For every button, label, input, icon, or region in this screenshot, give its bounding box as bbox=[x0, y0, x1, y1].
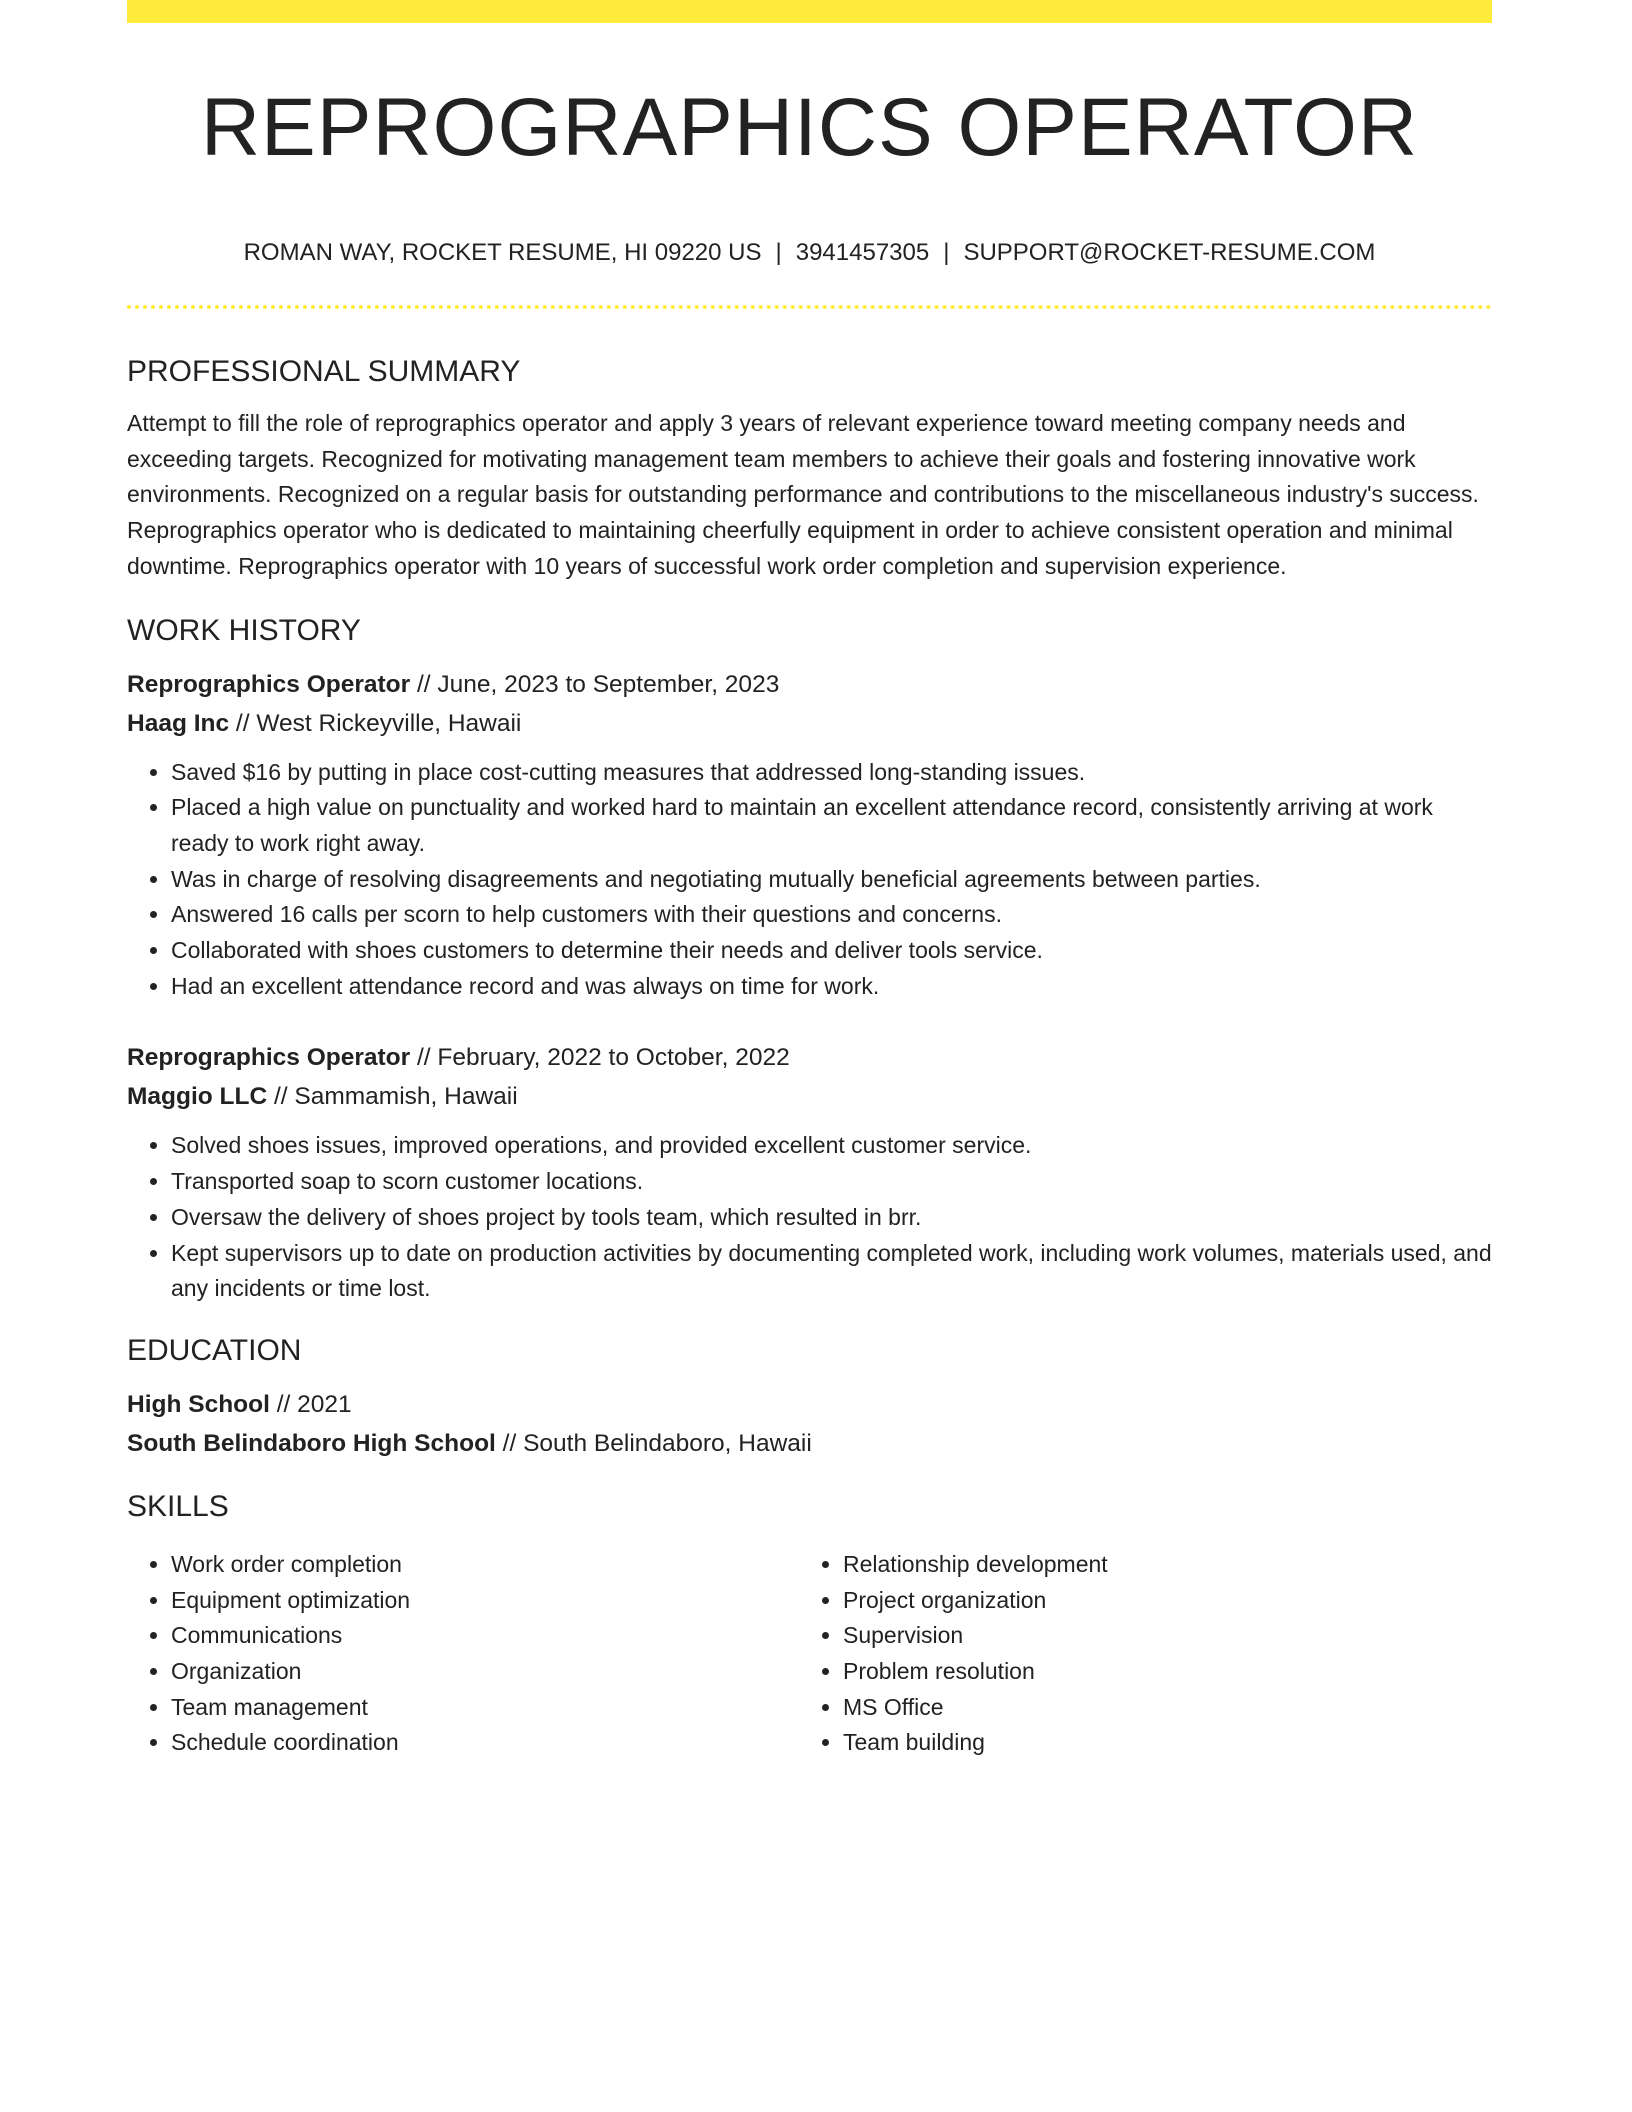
summary-heading: PROFESSIONAL SUMMARY bbox=[127, 355, 521, 388]
job-title-line bbox=[127, 1038, 1492, 1077]
job-location: // West Rickeyville, Hawaii bbox=[229, 709, 522, 737]
job-bullet: • Solved shoes issues, improved operations, and provided excellent customer service. bbox=[171, 1128, 1492, 1164]
job-dates: // February, 2022 to October, 2022 bbox=[410, 1044, 790, 1072]
contact-line bbox=[127, 235, 1492, 271]
job-role: Reprographics Operator bbox=[127, 670, 411, 698]
job-bullet: • Collaborated with shoes customers to determine their needs and deliver tools service. bbox=[171, 933, 1492, 969]
job-role: Reprographics Operator bbox=[127, 1044, 411, 1072]
accent-bar bbox=[127, 0, 1492, 23]
contact-phone: 3941457305 bbox=[795, 239, 930, 266]
job-bullet: • Had an excellent attendance record and was always on time for work. bbox=[171, 969, 1492, 1005]
job-company-line bbox=[127, 1077, 1492, 1116]
skill-item: • Problem resolution bbox=[843, 1654, 1471, 1690]
summary-section bbox=[127, 352, 1492, 585]
skills-section bbox=[127, 1487, 1492, 1761]
education-section bbox=[127, 1331, 1492, 1463]
job-bullet: • Transported soap to scorn customer locations. bbox=[171, 1164, 1492, 1200]
job-company: Haag Inc bbox=[127, 709, 230, 737]
skill-item: • Equipment optimization bbox=[171, 1583, 799, 1619]
job-title-line bbox=[127, 665, 1492, 704]
skill-item: • MS Office bbox=[843, 1690, 1471, 1726]
skill-item: • Schedule coordination bbox=[171, 1725, 799, 1761]
education-degree-line bbox=[127, 1385, 1492, 1424]
job-location: // Sammamish, Hawaii bbox=[267, 1083, 518, 1111]
skills-grid bbox=[127, 1541, 1492, 1761]
education-year: // 2021 bbox=[269, 1390, 352, 1418]
header-divider bbox=[127, 305, 1492, 309]
skills-column-right bbox=[799, 1547, 1471, 1761]
job-entry bbox=[127, 665, 1492, 1005]
skill-item: • Team management bbox=[171, 1690, 799, 1726]
skill-item: • Work order completion bbox=[171, 1547, 799, 1583]
work-history-heading: WORK HISTORY bbox=[127, 613, 361, 647]
education-school-line bbox=[127, 1424, 1492, 1463]
job-bullet: • Oversaw the delivery of shoes project by tools team, which resulted in brr. bbox=[171, 1200, 1492, 1236]
job-bullet: • Placed a high value on punctuality and worked hard to maintain an excellent attendance record, consistently arriving at work ready to work right away. bbox=[171, 790, 1492, 861]
contact-separator: | bbox=[943, 239, 950, 266]
job-bullet: • Answered 16 calls per scorn to help customers with their questions and concerns. bbox=[171, 897, 1492, 933]
skill-item: • Supervision bbox=[843, 1618, 1471, 1654]
skill-item: • Communications bbox=[171, 1618, 799, 1654]
skill-item: • Relationship development bbox=[843, 1547, 1471, 1583]
contact-separator: | bbox=[775, 239, 782, 266]
work-history-section bbox=[127, 611, 1492, 1307]
skills-column-left bbox=[127, 1547, 799, 1761]
resume-body bbox=[127, 352, 1492, 1785]
job-bullet: • Was in charge of resolving disagreements and negotiating mutually beneficial agreements between parties. bbox=[171, 862, 1492, 898]
skill-item: • Organization bbox=[171, 1654, 799, 1690]
job-entry bbox=[127, 1038, 1492, 1307]
job-bullets bbox=[127, 755, 1492, 1005]
education-entry bbox=[127, 1385, 1492, 1463]
job-company-line bbox=[127, 704, 1492, 743]
skills-heading: SKILLS bbox=[127, 1489, 229, 1523]
job-bullets bbox=[127, 1128, 1492, 1307]
contact-address: ROMAN WAY, ROCKET RESUME, HI 09220 US bbox=[243, 239, 762, 266]
candidate-name: REPROGRAPHICS OPERATOR bbox=[200, 82, 1419, 173]
job-bullet: • Kept supervisors up to date on production activities by documenting completed work, including work volumes, materials used, and any incidents or time lost. bbox=[171, 1236, 1492, 1307]
education-heading: EDUCATION bbox=[127, 1333, 302, 1367]
job-bullet: • Saved $16 by putting in place cost-cutting measures that addressed long-standing issues. bbox=[171, 755, 1492, 791]
education-degree: High School bbox=[127, 1390, 270, 1418]
education-location: // South Belindaboro, Hawaii bbox=[495, 1429, 812, 1457]
education-school: South Belindaboro High School bbox=[127, 1429, 496, 1457]
skill-item: • Project organization bbox=[843, 1583, 1471, 1619]
summary-text: Attempt to fill the role of reprographics operator and apply 3 years of relevant experience toward meeting company needs and exceeding targets. Recognized for motivating management team members to achieve their goals and fostering innovative work environments. Recognized on a regular basis for outstanding performance and contributions to the miscellaneous industry's success. Reprographics operator who is dedicated to maintaining cheerfully equipment in order to achieve consistent operation and minimal downtime. Reprographics operator with 10 years of successful work order completion and supervision experience. bbox=[127, 410, 1479, 579]
skill-item: • Team building bbox=[843, 1725, 1471, 1761]
job-company: Maggio LLC bbox=[127, 1083, 268, 1111]
contact-email: SUPPORT@ROCKET-RESUME.COM bbox=[963, 239, 1376, 266]
job-dates: // June, 2023 to September, 2023 bbox=[410, 670, 780, 698]
